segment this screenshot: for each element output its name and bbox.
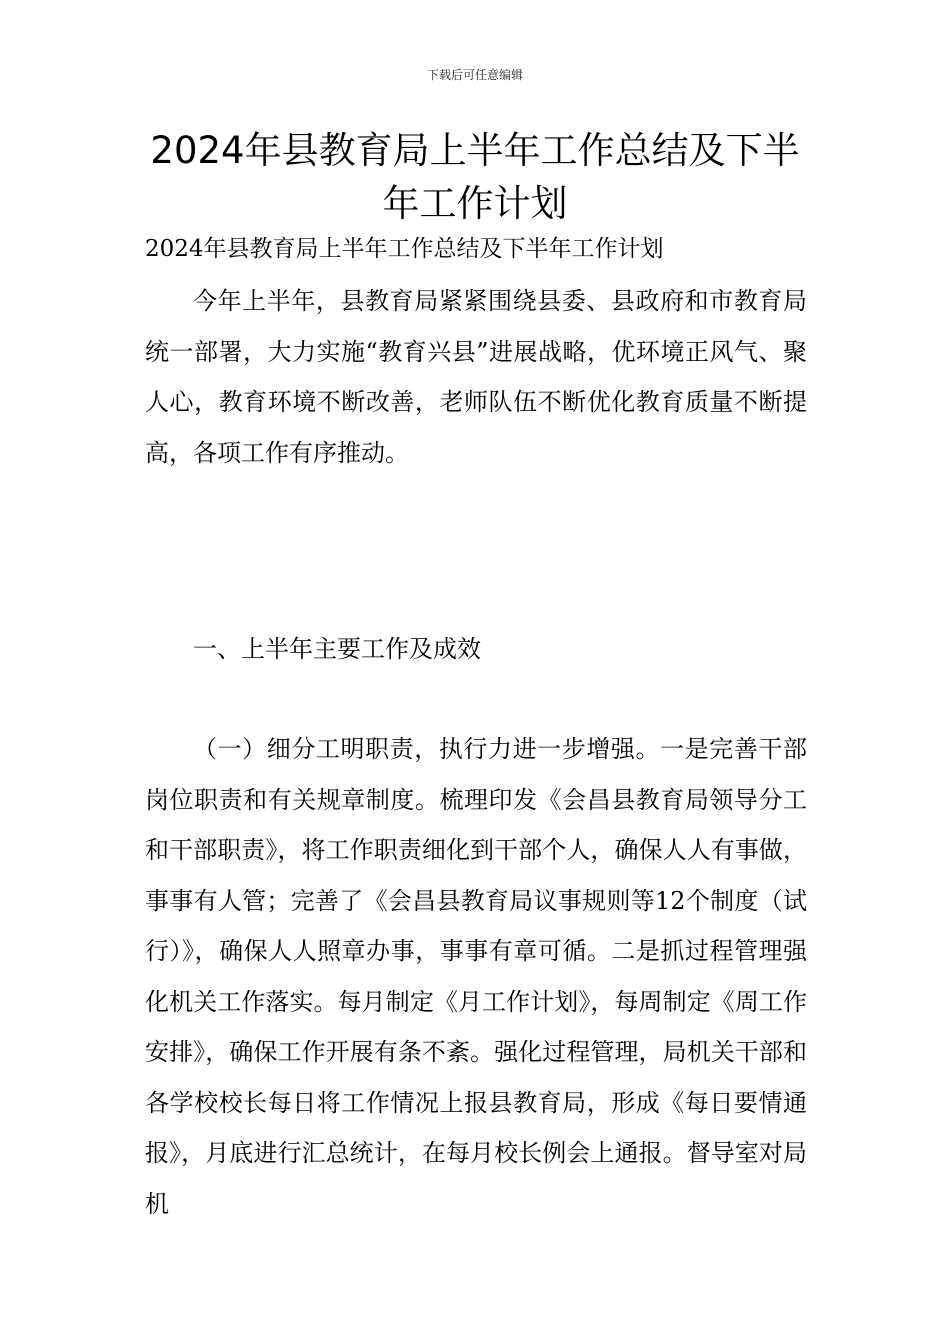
document-subtitle: 2024年县教育局上半年工作总结及下半年工作计划 [145,236,664,262]
document-title: 2024年县教育局上半年工作总结及下半年工作计划 [150,129,800,225]
page-header-note: 下载后可任意编辑 [426,68,523,82]
intro-paragraph: 今年上半年，县教育局紧紧围绕县委、县政府和市教育局统一部署，大力实施“教育兴县”进展战略，优环境正风气、聚人心，教育环境不断改善，老师队伍不断优化教育质量不断提高，各项工作有序推动。 [145,287,807,467]
section-heading: 一、上半年主要工作及成效 [193,635,481,663]
section-body-paragraph: （一）细分工明职责，执行力进一步增强。一是完善干部岗位职责和有关规章制度。梳理印发《会昌县教育局领导分工和干部职责》，将工作职责细化到干部个人，确保人人有事做，事事有人管；完善了《会昌县教育局议事规则等12个制度（试行）》，确保人人照章办事，事事有章可循。二是抓过程管理强化机关工作落实。每月制定《月工作计划》，每周制定《周工作安排》，确保工作开展有条不紊。强化过程管理，局机关干部和各学校校长每日将工作情况上报县教育局，形成《每日要情通报》，月底进行汇总统计，在每月校长例会上通报。督导室对局机 [145,735,807,1218]
